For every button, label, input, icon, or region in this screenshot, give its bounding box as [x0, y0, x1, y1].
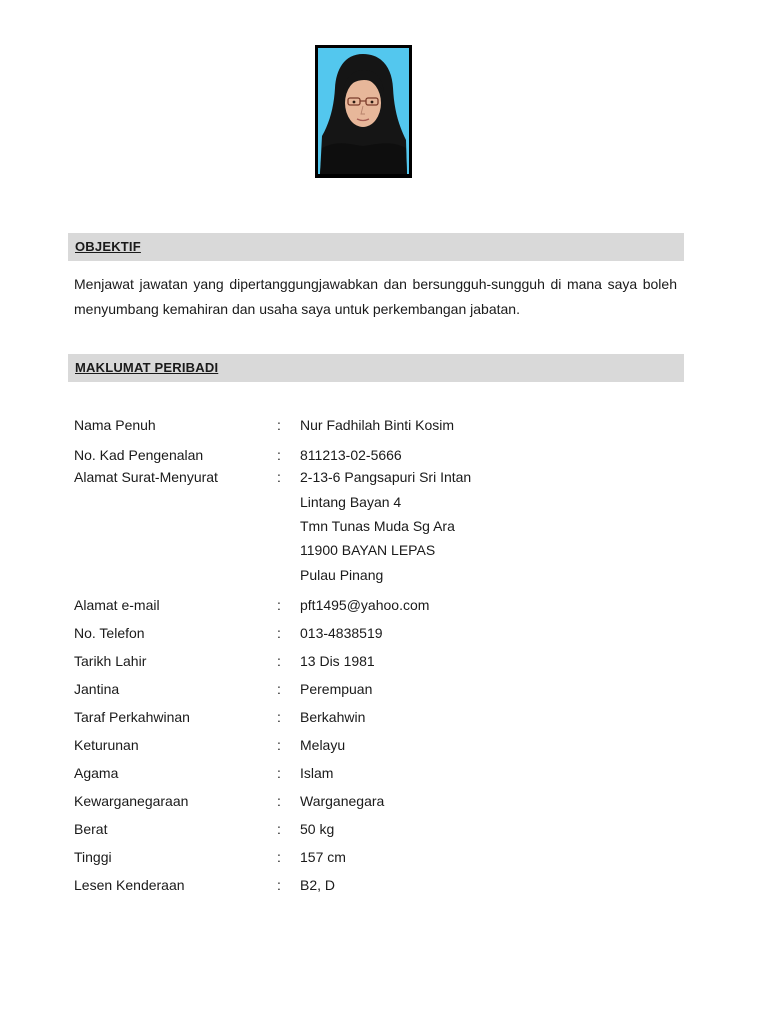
detail-separator: :	[277, 877, 281, 893]
detail-label: Tinggi	[74, 849, 112, 865]
detail-separator: :	[277, 793, 281, 809]
detail-separator: :	[277, 625, 281, 641]
detail-label: No. Kad Pengenalan	[74, 447, 204, 463]
detail-label: Taraf Perkahwinan	[74, 709, 190, 725]
address-line: Lintang Bayan 4	[300, 494, 402, 510]
detail-separator: :	[277, 417, 281, 433]
detail-label: Berat	[74, 821, 108, 837]
detail-separator: :	[277, 709, 281, 725]
detail-separator: :	[277, 447, 281, 463]
detail-label: Jantina	[74, 681, 120, 697]
address-line: 11900 BAYAN LEPAS	[300, 542, 436, 558]
detail-label: Keturunan	[74, 737, 139, 753]
detail-label: Alamat e-mail	[74, 597, 160, 613]
detail-value: B2, D	[300, 877, 336, 893]
detail-label: Kewarganegaraan	[74, 793, 189, 809]
detail-label: No. Telefon	[74, 625, 145, 641]
detail-label: Alamat Surat-Menyurat	[74, 469, 218, 485]
detail-separator: :	[277, 597, 281, 613]
detail-value: 013-4838519	[300, 625, 383, 641]
detail-separator: :	[277, 821, 281, 837]
detail-value: 50 kg	[300, 821, 335, 837]
detail-value: Perempuan	[300, 681, 373, 697]
detail-separator: :	[277, 737, 281, 753]
personal-section-header	[68, 354, 684, 382]
detail-value: Berkahwin	[300, 709, 366, 725]
detail-label: Tarikh Lahir	[74, 653, 147, 669]
section-title-objective: OBJEKTIF	[75, 239, 141, 254]
detail-separator: :	[277, 469, 281, 485]
address-line: Tmn Tunas Muda Sg Ara	[300, 518, 455, 534]
detail-separator: :	[277, 681, 281, 697]
address-line: 2-13-6 Pangsapuri Sri Intan	[300, 469, 472, 485]
profile-photo	[315, 45, 412, 178]
detail-separator: :	[277, 849, 281, 865]
detail-value: pft1495@yahoo.com	[300, 597, 430, 613]
detail-value: Nur Fadhilah Binti Kosim	[300, 417, 455, 433]
detail-separator: :	[277, 765, 281, 781]
detail-separator: :	[277, 653, 281, 669]
detail-label: Nama Penuh	[74, 417, 156, 433]
detail-value: 811213-02-5666	[300, 447, 402, 463]
detail-value: Islam	[300, 765, 334, 781]
detail-label: Lesen Kenderaan	[74, 877, 185, 893]
objective-text: Menjawat jawatan yang dipertanggungjawabkan dan bersungguh-sungguh di mana saya boleh menyumbang kemahiran dan usaha saya untuk perkembangan jabatan.	[74, 276, 677, 317]
detail-value: 13 Dis 1981	[300, 653, 375, 669]
detail-label: Agama	[74, 765, 119, 781]
objective-section-header	[68, 233, 684, 261]
detail-value: Warganegara	[300, 793, 385, 809]
detail-value: Melayu	[300, 737, 346, 753]
section-title-personal: MAKLUMAT PERIBADI	[75, 360, 219, 375]
address-line: Pulau Pinang	[300, 567, 384, 583]
portrait-photo-icon	[318, 48, 409, 174]
detail-value: 157 cm	[300, 849, 346, 865]
